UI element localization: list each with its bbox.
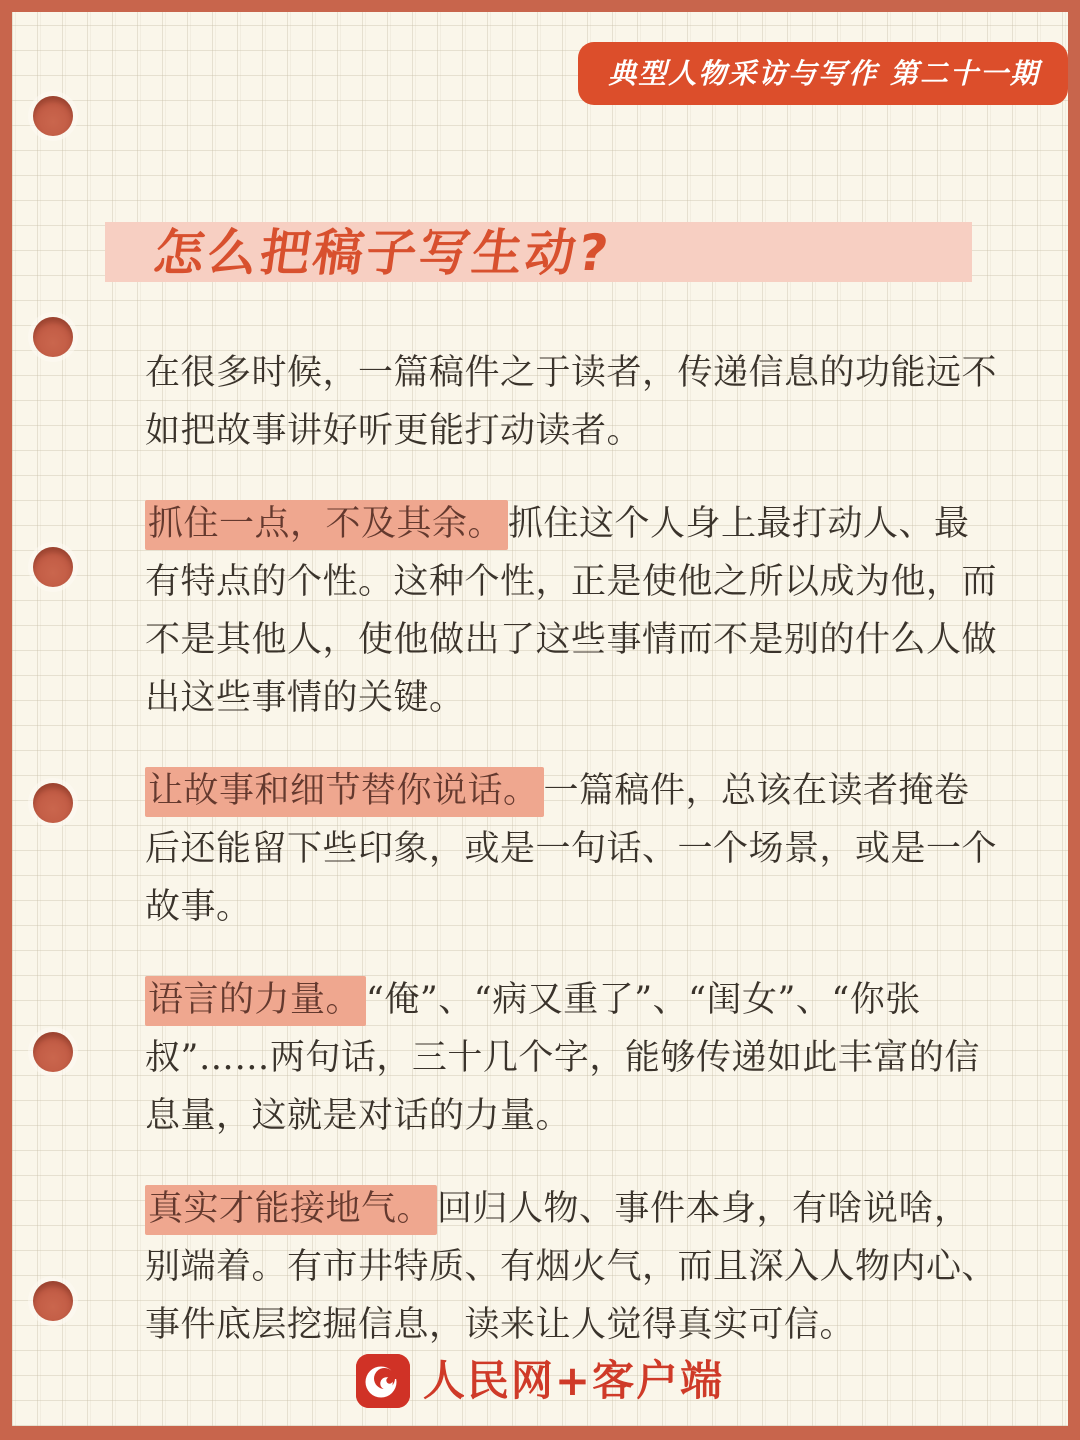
issue-badge: 典型人物采访与写作 第二十一期 [578, 42, 1068, 105]
footer-logo-text: 人民网+客户端 [422, 1356, 725, 1405]
peoples-daily-swirl-icon [356, 1354, 410, 1408]
notebook-paper [12, 12, 1068, 1426]
paragraph [145, 762, 1000, 936]
paragraph-text: 在很多时候，一篇稿件之于读者，传递信息的功能远不如把故事讲好听更能打动读者。 [145, 353, 998, 451]
paragraph [145, 344, 1000, 460]
binder-hole [33, 547, 73, 587]
footer-logo [12, 1354, 1068, 1408]
paragraph-text: “俺”、“病又重了”、“闺女”、“你张叔”……两句话，三十几个字，能够传递如此丰富的信息量，这就是对话的力量。 [145, 980, 980, 1136]
highlight-phrase: 语言的力量。 [145, 976, 366, 1026]
paragraph [145, 495, 1000, 727]
binder-hole [33, 1281, 73, 1321]
binder-hole [33, 96, 73, 136]
highlight-phrase: 让故事和细节替你说话。 [145, 767, 544, 817]
binder-hole [33, 317, 73, 357]
paragraph [145, 971, 1000, 1145]
highlight-phrase: 真实才能接地气。 [145, 1185, 437, 1235]
paragraph-text: 抓住这个人身上最打动人、最有特点的个性。这种个性，正是使他之所以成为他，而不是其他人，使他做出了这些事情而不是别的什么人做出这些事情的关键。 [145, 504, 998, 718]
paragraph-text: 一篇稿件，总该在读者掩卷后还能留下些印象，或是一句话、一个场景，或是一个故事。 [145, 771, 998, 927]
title-highlight-bar [105, 222, 972, 282]
article-body [145, 344, 1000, 1354]
paragraph [145, 1180, 1000, 1354]
highlight-phrase: 抓住一点，不及其余。 [145, 500, 508, 550]
binder-hole [33, 783, 73, 823]
page-title: 怎么把稿子写生动? [150, 224, 615, 282]
paragraph-text: 回归人物、事件本身，有啥说啥，别端着。有市井特质、有烟火气，而且深入人物内心、事件底层挖掘信息，读来让人觉得真实可信。 [145, 1189, 998, 1345]
binder-hole [33, 1032, 73, 1072]
